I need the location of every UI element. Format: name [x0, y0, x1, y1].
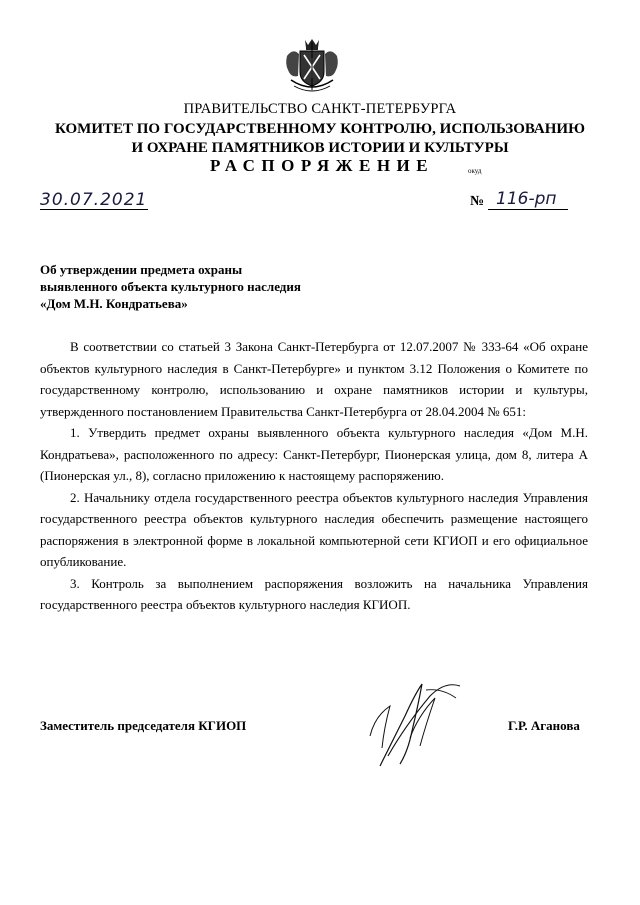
subject-line-1: Об утверждении предмета охраны — [40, 262, 243, 277]
body-item-1: 1. Утвердить предмет охраны выявленного объекта культурного наследия «Дом М.Н. Кондратьева», расположенного по адресу: Санкт-Петербург, Пионерская улица, дом 8, литера А (Пионерская ул., 8), согласно приложению к настоящему распоряжению. — [40, 425, 588, 483]
government-name: ПРАВИТЕЛЬСТВО САНКТ-ПЕТЕРБУРГА — [183, 101, 457, 117]
number-underline — [488, 209, 568, 210]
subject-line-2: выявленного объекта культурного наследия — [40, 279, 301, 294]
body-item-2: 2. Начальнику отдела государственного реестра объектов культурного наследия Управления государственного реестра объектов культурного наследия обеспечить размещение настоящего распоряжения в электронной форме в локальной компьютерной сети КГИОП и его официальное опубликование. — [40, 489, 588, 569]
body-intro: В соответствии со статьей 3 Закона Санкт-Петербурга от 12.07.2007 № 333-64 «Об охране объектов культурного наследия в Санкт-Петербурге» и пунктом 3.12 Положения о Комитете по государственному контролю, использованию и охране памятников истории и культуры, утвержденного постановлением Правительства Санкт-Петербурга от 28.04.2004 № 651: — [40, 339, 588, 419]
handwritten-signature — [360, 676, 470, 772]
body-item-3: 3. Контроль за выполнением распоряжения возложить на начальника Управления государственного реестра объектов культурного наследия КГИОП. — [40, 575, 588, 612]
document-body — [40, 336, 588, 616]
document-date: 30.07.2021 — [40, 190, 148, 210]
coat-of-arms-emblem — [283, 36, 341, 96]
committee-line-2: И ОХРАНЕ ПАМЯТНИКОВ ИСТОРИИ И КУЛЬТУРЫ — [131, 140, 509, 156]
signatory-name: Г.Р. Аганова — [508, 718, 580, 733]
document-subject — [40, 261, 301, 312]
signatory-title: Заместитель председателя КГИОП — [40, 718, 247, 733]
subject-line-3: «Дом М.Н. Кондратьева» — [40, 296, 188, 311]
document-type: РАСПОРЯЖЕНИЕ — [210, 156, 435, 175]
date-underline — [40, 209, 148, 210]
committee-name — [0, 120, 640, 158]
committee-line-1: КОМИТЕТ ПО ГОСУДАРСТВЕННОМУ КОНТРОЛЮ, ИСПОЛЬЗОВАНИЮ — [55, 121, 585, 137]
okud-label: окуд — [468, 167, 482, 175]
number-label: № — [470, 194, 485, 209]
document-number: 116-рп — [496, 189, 557, 209]
